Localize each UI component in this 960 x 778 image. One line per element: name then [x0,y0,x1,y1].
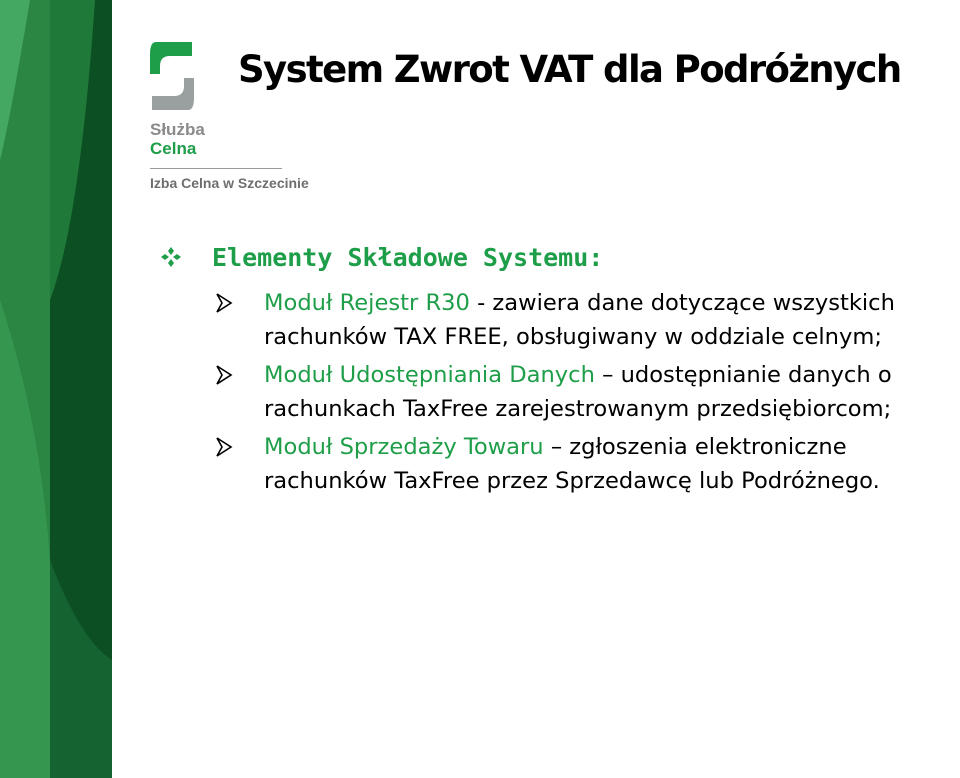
module-description: – udostępnianie danych o rachunkach TaxFree zarejestrowanym przedsiębiorcom; [264,362,892,422]
system-elements-list [160,286,960,498]
module-description: – zgłoszenia elektroniczne rachunków TaxFree przez Sprzedawcę lub Podróżnego. [264,434,880,494]
list-item [160,430,960,498]
logo-text-line2: Celna [150,139,197,158]
module-name: Moduł Udostępniania Danych [264,362,595,388]
slide-title: System Zwrot VAT dla Podróżnych [238,48,901,91]
arrow-bullet-icon [214,363,234,387]
section-heading: Elementy Składowe Systemu: [212,243,604,272]
module-name: Moduł Sprzedaży Towaru [264,434,544,460]
logo-text-line1: Służba [150,120,205,139]
list-item [160,286,960,354]
logo-subtitle: Izba Celna w Szczecinie [150,175,309,191]
list-item [160,358,960,426]
arrow-bullet-icon [214,291,234,315]
module-name: Moduł Rejestr R30 [264,290,470,316]
side-decoration-band [0,0,112,778]
customs-s-emblem-icon [148,40,196,112]
arrow-bullet-icon [214,435,234,459]
module-description: - zawiera dane dotyczące wszystkich rachunków TAX FREE, obsługiwany w oddziale celnym; [264,290,895,350]
logo-divider [150,168,282,169]
slide-content [160,240,960,502]
diamond-bullet-icon [160,246,182,268]
section-heading-row [160,240,960,276]
